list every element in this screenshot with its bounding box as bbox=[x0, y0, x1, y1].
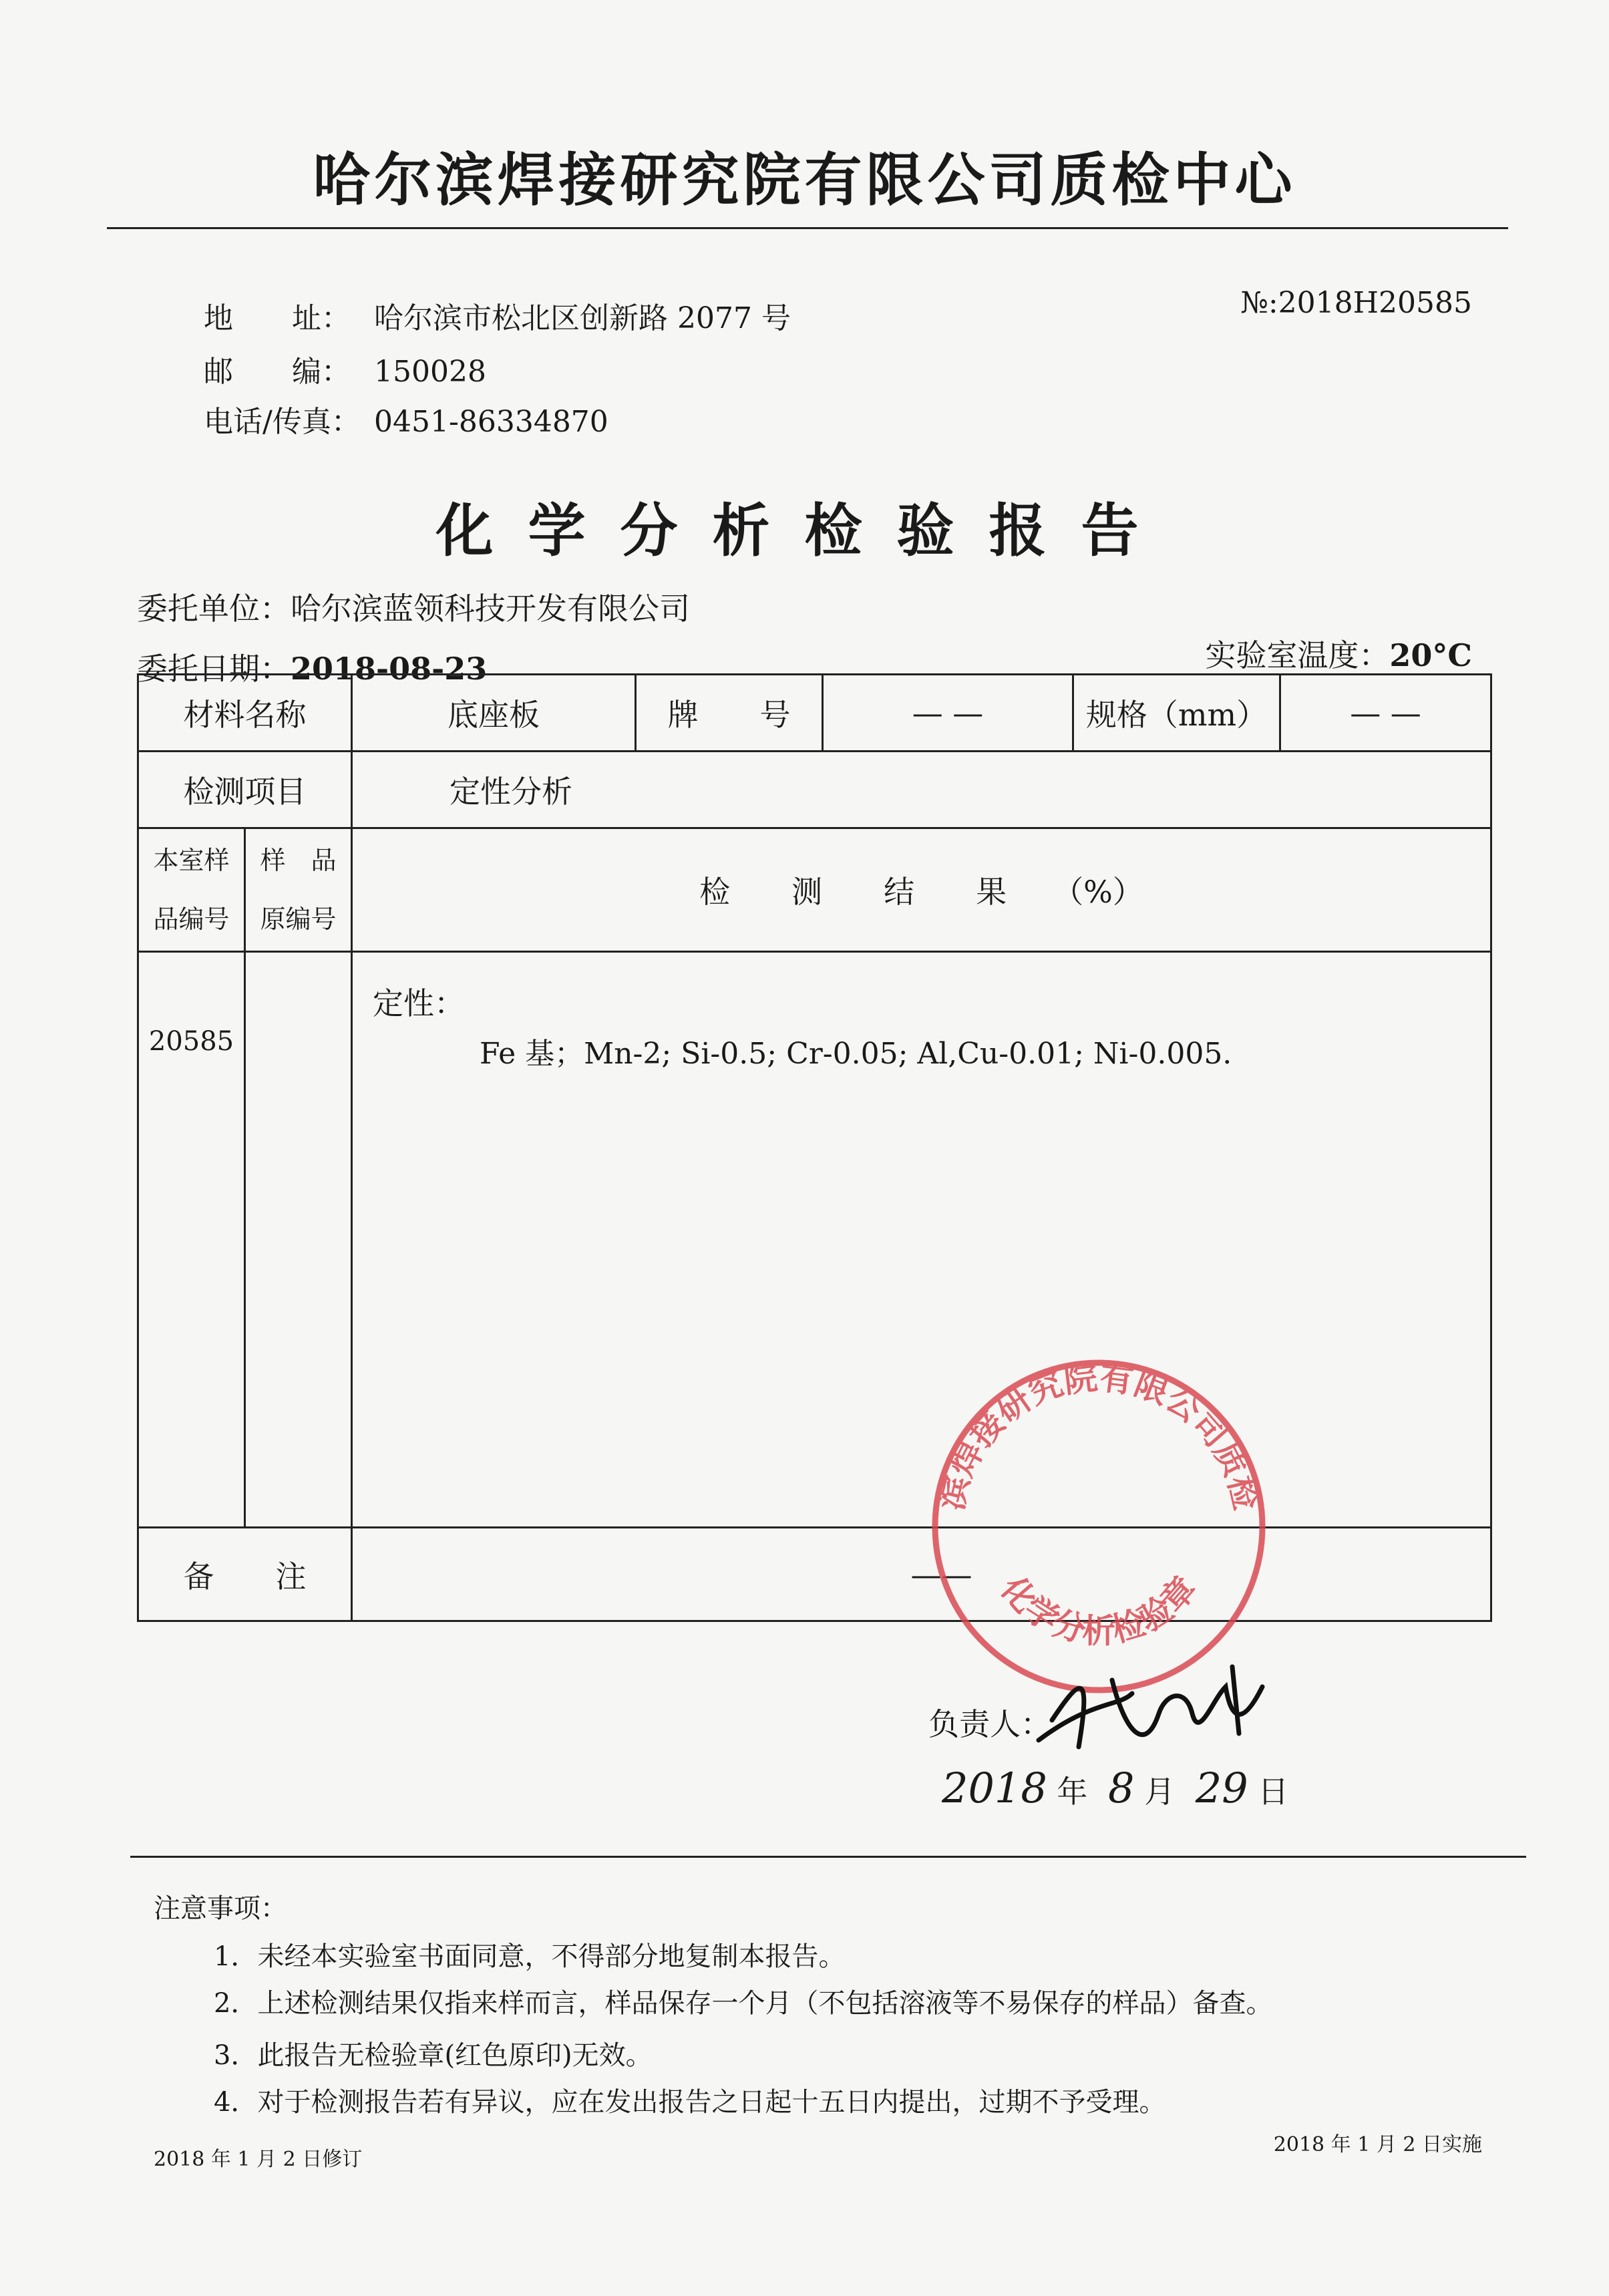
material-row bbox=[138, 675, 1491, 752]
note-item: 1．未经本实验室书面同意，不得部分地复制本报告。 bbox=[214, 1941, 846, 1972]
report-title: 化学分析检验报告 bbox=[435, 497, 1174, 564]
sign-month: 8 bbox=[1108, 1764, 1135, 1812]
result-cell bbox=[352, 952, 1491, 1528]
phone-label: 电话/传真： bbox=[204, 405, 361, 439]
result-text: Fe 基；Mn-2; Si-0.5; Cr-0.05; Al,Cu-0.01; Ni-0.005. bbox=[480, 1037, 1232, 1071]
note-item: 4．对于检测报告若有异议，应在发出报告之日起十五日内提出，过期不予受理。 bbox=[214, 2087, 1166, 2118]
footer-effective: 2018 年 1 月 2 日实施 bbox=[1273, 2133, 1482, 2156]
report-table bbox=[137, 673, 1492, 1622]
footer-revised: 2018 年 1 月 2 日修订 bbox=[154, 2148, 363, 2171]
spec-value: — — bbox=[1280, 675, 1491, 752]
lab-number-header-line2: 品编号 bbox=[153, 905, 230, 934]
stamp-outer-text: 滨焊接研究院有限公司质检 bbox=[931, 1357, 1266, 1514]
client-line bbox=[137, 585, 690, 629]
result-header-row bbox=[138, 828, 1491, 952]
sign-date bbox=[942, 1764, 1288, 1812]
result-header: 检 测 结 果 （%） bbox=[352, 828, 1491, 952]
spec-label: 规格（mm） bbox=[1073, 675, 1280, 752]
grade-value: — — bbox=[823, 675, 1073, 752]
item-label: 检测项目 bbox=[138, 752, 352, 828]
grade-label: 牌 号 bbox=[636, 675, 823, 752]
original-number-header-line2: 原编号 bbox=[260, 905, 337, 934]
organization-title: 哈尔滨焊接研究院有限公司质检中心 bbox=[313, 146, 1296, 214]
result-subtitle: 定性： bbox=[373, 985, 465, 1021]
postcode-line bbox=[204, 347, 486, 390]
notes-rule bbox=[130, 1856, 1526, 1858]
report-number: №:2018H20585 bbox=[1240, 286, 1472, 320]
original-number-header-line1: 样 品 bbox=[260, 846, 337, 875]
item-value: 定性分析 bbox=[352, 752, 1491, 828]
sign-year: 2018 bbox=[942, 1764, 1047, 1812]
original-number-header bbox=[245, 828, 352, 952]
note-item: 3．此报告无检验章(红色原印)无效。 bbox=[214, 2040, 653, 2071]
lab-number-header bbox=[138, 828, 245, 952]
notes-title: 注意事项： bbox=[154, 1893, 287, 1924]
date-value: 2018-08-23 bbox=[291, 651, 488, 687]
address-value: 哈尔滨市松北区创新路 2077 号 bbox=[374, 301, 791, 335]
lab-number-header-line1: 本室样 bbox=[153, 846, 230, 875]
remarks-value: —— bbox=[352, 1528, 1491, 1621]
item-row bbox=[138, 752, 1491, 828]
sign-year-label: 年 bbox=[1057, 1774, 1088, 1810]
material-value: 底座板 bbox=[352, 675, 636, 752]
client-label: 委托单位： bbox=[137, 591, 291, 627]
note-item: 2．上述检测结果仅指来样而言，样品保存一个月（不包括溶液等不易保存的样品）备查。 bbox=[214, 1988, 1273, 2019]
date-label: 委托日期： bbox=[137, 651, 291, 687]
material-label: 材料名称 bbox=[138, 675, 352, 752]
sign-day-label: 日 bbox=[1258, 1774, 1289, 1810]
temperature-line bbox=[1205, 631, 1472, 675]
postcode-label: 邮 编： bbox=[204, 355, 351, 389]
postcode-value: 150028 bbox=[374, 355, 486, 389]
phone-value: 0451-86334870 bbox=[374, 405, 608, 439]
remarks-row bbox=[138, 1528, 1491, 1621]
lab-number-value: 20585 bbox=[138, 952, 245, 1528]
sign-day: 29 bbox=[1195, 1764, 1248, 1812]
result-row bbox=[138, 952, 1491, 1528]
sign-month-label: 月 bbox=[1144, 1774, 1176, 1810]
address-line bbox=[204, 294, 791, 337]
header-rule bbox=[107, 227, 1508, 229]
client-value: 哈尔滨蓝领科技开发有限公司 bbox=[291, 591, 690, 627]
original-number-value bbox=[245, 952, 352, 1528]
temperature-label: 实验室温度： bbox=[1205, 637, 1390, 673]
remarks-label: 备 注 bbox=[138, 1528, 352, 1621]
phone-line bbox=[204, 397, 608, 440]
address-label: 地 址： bbox=[204, 301, 351, 335]
temperature-value: 20°C bbox=[1389, 637, 1472, 673]
responsible-label: 负责人： bbox=[928, 1706, 1051, 1742]
stamp-inner-text: 化学分析检验章 bbox=[993, 1569, 1204, 1651]
